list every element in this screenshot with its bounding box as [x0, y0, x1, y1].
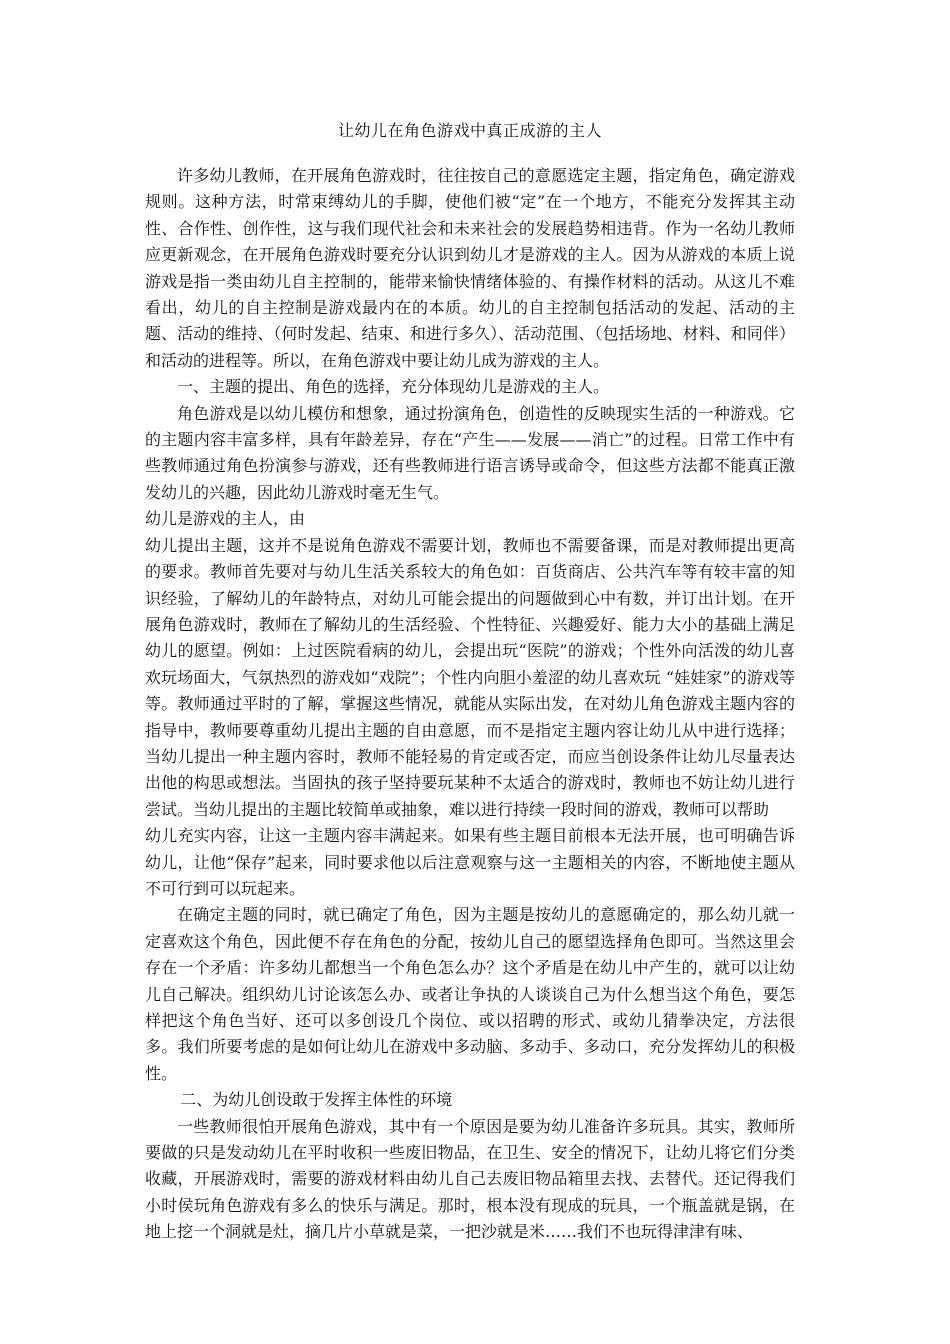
paragraph-materials: 一些教师很怕开展角色游戏，其中有一个原因是要为幼儿准备许多玩具。其实，教师所要做的只是发动幼儿在平时收积一些废旧物品，在卫生、安全的情况下，让幼儿将它们分类收藏，开展游戏时，需要的游戏材料由幼儿自己去废旧物品箱里去找、去替代。还记得我们小时侯玩角色游戏有多么的快乐与满足。那时，根本没有现成的玩具，一个瓶盖就是锅，在地上挖一个洞就是灶，摘几片小草就是菜，一把沙就是米……我们不也玩得津津有味、 — [145, 1116, 795, 1242]
paragraph-intro: 许多幼儿教师，在开展角色游戏时，往往按自己的意愿选定主题，指定角色，确定游戏规则。这种方法，时常束缚幼儿的手脚，使他们被“定”在一个地方，不能充分发挥其主动性、合作性、创作性，这与我们现代社会和未来社会的发展趋势相违背。作为一名幼儿教师应更新观念，在开展角色游戏时要充分认识到幼儿才是游戏的主人。因为从游戏的本质上说游戏是指一类由幼儿自主控制的，能带来愉快情绪体验的、有操作材料的活动。从这儿不难看出，幼儿的自主控制是游戏最内在的本质。幼儿的自主控制包括活动的发起、活动的主题、活动的维持、（何时发起、结束、和进行多久）、活动范围、（包括场地、材料、和同伴）和活动的进程等。所以，在角色游戏中要让幼儿成为游戏的主人。 — [145, 166, 795, 370]
document-page — [145, 118, 795, 1246]
document-title: 让幼儿在角色游戏中真正成游的主人 — [337, 121, 602, 140]
paragraph-short-line: 幼儿是游戏的主人，由 — [145, 509, 306, 529]
paragraph-role-play: 角色游戏是以幼儿模仿和想象，通过扮演角色，创造性的反映现实生活的一种游戏。它的主题内容丰富多样，具有年龄差异，存在“产生——发展——消亡”的过程。日常工作中有些教师通过角色扮演参与游戏，还有些教师进行语言诱导或命令，但这些方法都不能真正激发幼儿的兴趣，因此幼儿游戏时毫无生气。 — [145, 403, 795, 502]
paragraph-role-selection: 在确定主题的同时，就已确定了角色，因为主题是按幼儿的意愿确定的，那么幼儿就一定喜欢这个角色，因此便不存在角色的分配，按幼儿自己的愿望选择角色即可。当然这里会存在一个矛盾：许多幼儿都想当一个角色怎么办？这个矛盾是在幼儿中产生的，就可以让幼儿自己解决。组织幼儿讨论该怎么办、或者让争执的人谈谈自己为什么想当这个角色，要怎样把这个角色当好、还可以多创设几个岗位、或以招聘的形式、或幼儿猜拳决定，方法很多。我们所要考虑的是如何让幼儿在游戏中多动脑、多动手、多动口，充分发挥幼儿的积极性。 — [145, 905, 795, 1083]
paragraph-enrich-content: 幼儿充实内容，让这一主题内容丰满起来。如果有些主题目前根本无法开展，也可明确告诉幼儿，让他“保存”起来，同时要求他以后注意观察与这一主题相关的内容，不断地使主题从不可行到可以玩起来。 — [145, 826, 795, 898]
section-heading-1: 一、主题的提出、角色的选择，充分体现幼儿是游戏的主人。 — [177, 377, 610, 397]
section-heading-2: 二、为幼儿创设敢于发挥主体性的环境 — [180, 1090, 453, 1110]
paragraph-theme-proposal: 幼儿提出主题，这并不是说角色游戏不需要计划，教师也不需要备课，而是对教师提出更高的要求。教师首先要对与幼儿生活关系较大的角色如：百货商店、公共汽车等有较丰富的知识经验，了解幼儿的年龄特点，对幼儿可能会提出的问题做到心中有数，并订出计划。在开展角色游戏时，教师在了解幼儿的生活经验、个性特征、兴趣爱好、能力大小的基础上满足幼儿的愿望。例如：上过医院看病的幼儿，会提出玩“医院”的游戏；个性外向活泼的幼儿喜欢玩场面大，气氛热烈的游戏如“戏院”；个性内向胆小羞涩的幼儿喜欢玩 “娃娃家”的游戏等等。教师通过平时的了解，掌握这些情况，就能从实际出发，在对幼儿角色游戏主题内容的指导中，教师要尊重幼儿提出主题的自由意愿，而不是指定主题内容让幼儿从中进行选择；当幼儿提出一种主题内容时，教师不能轻易的肯定或否定，而应当创设条件让幼儿尽量表达出他的构思或想法。当固执的孩子坚持要玩某种不太适合的游戏时，教师也不妨让幼儿进行尝试。当幼儿提出的主题比较简单或抽象，难以进行持续一段时间的游戏，教师可以帮助 — [145, 535, 795, 819]
